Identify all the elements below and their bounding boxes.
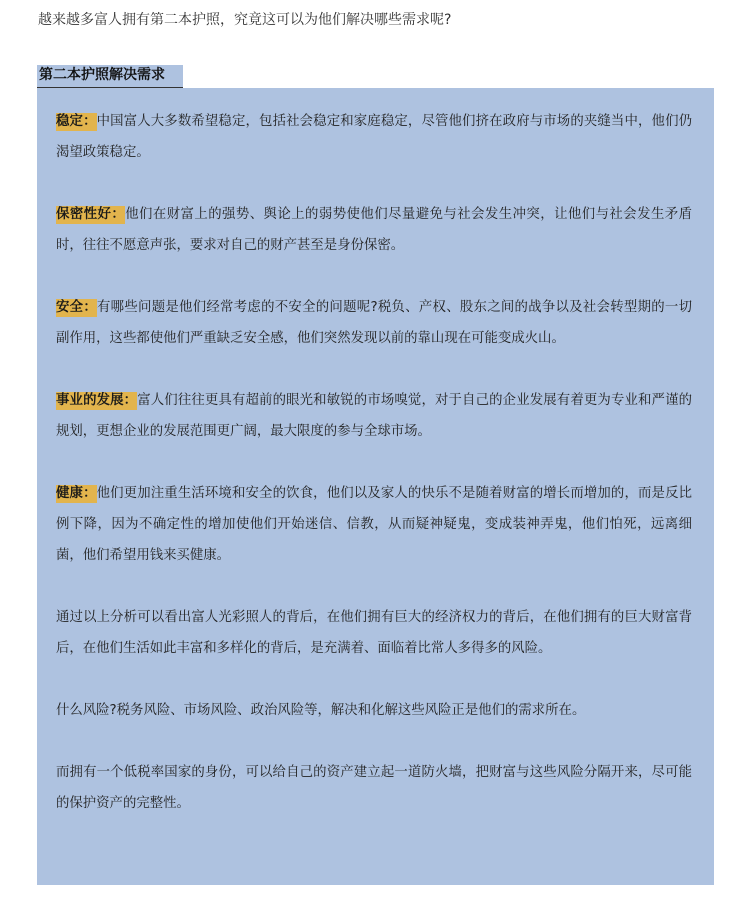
need-label-security: 安全： xyxy=(56,300,98,315)
need-label-stability: 稳定： xyxy=(56,114,97,129)
need-health xyxy=(56,478,692,571)
need-label-health: 健康： xyxy=(56,486,97,501)
need-business xyxy=(56,385,692,447)
need-text-business: 富人们往往更具有超前的眼光和敏锐的市场嗅觉，对于自己的企业发展有着更为专业和严谨的规划，更想企业的发展范围更广阔，最大限度的参与全球市场。 xyxy=(56,393,693,439)
intro-question: 越来越多富人拥有第二本护照，究竟这可以为他们解决哪些需求呢? xyxy=(38,12,452,28)
need-text-privacy: 他们在财富上的强势、舆论上的弱势使他们尽量避免与社会发生冲突，让他们与社会发生矛盾时，往往不愿意声张，要求对自己的财产甚至是身份保密。 xyxy=(56,207,693,253)
need-privacy xyxy=(56,199,692,261)
section-heading: 第二本护照解决需求 xyxy=(37,65,183,89)
need-stability xyxy=(56,106,692,168)
content-box xyxy=(37,88,714,885)
conclusion-paragraph: 而拥有一个低税率国家的身份，可以给自己的资产建立起一道防火墙，把财富与这些风险分隔开来，尽可能的保护资产的完整性。 xyxy=(56,765,692,811)
analysis-paragraph: 通过以上分析可以看出富人光彩照人的背后，在他们拥有巨大的经济权力的背后，在他们拥有的巨大财富背后，在他们生活如此丰富和多样化的背后，是充满着、面临着比常人多得多的风险。 xyxy=(56,610,692,656)
need-text-security: 有哪些问题是他们经常考虑的不安全的问题呢?税负、产权、股东之间的战争以及社会转型期的一切副作用，这些都使他们严重缺乏安全感，他们突然发现以前的靠山现在可能变成火山。 xyxy=(56,300,692,346)
risks-paragraph: 什么风险?税务风险、市场风险、政治风险等，解决和化解这些风险正是他们的需求所在。 xyxy=(56,703,586,718)
need-security xyxy=(56,292,692,354)
need-label-privacy: 保密性好： xyxy=(56,207,126,222)
need-label-business: 事业的发展： xyxy=(56,393,138,408)
need-text-stability: 中国富人大多数希望稳定，包括社会稳定和家庭稳定，尽管他们挤在政府与市场的夹缝当中，他们仍渴望政策稳定。 xyxy=(56,114,693,160)
need-text-health: 他们更加注重生活环境和安全的饮食，他们以及家人的快乐不是随着财富的增长而增加的，而是反比例下降，因为不确定性的增加使他们开始迷信、信教，从而疑神疑鬼，变成装神弄鬼，他们怕死，远离细菌，他们希望用钱来买健康。 xyxy=(56,486,693,563)
